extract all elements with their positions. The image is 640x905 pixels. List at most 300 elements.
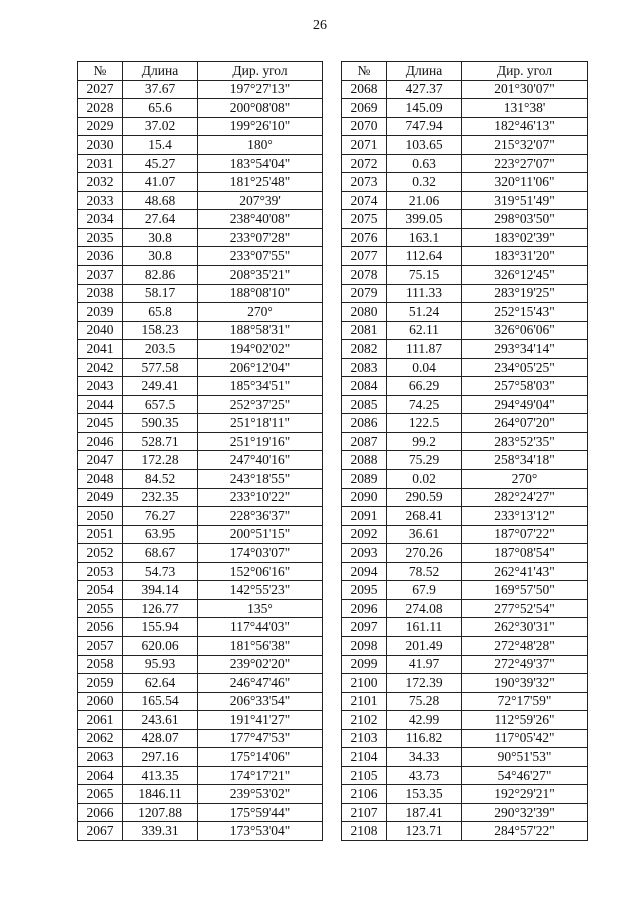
cell-number: 2052 — [78, 544, 123, 563]
cell-length: 290.59 — [387, 488, 462, 507]
table-row — [78, 451, 323, 470]
cell-length: 590.35 — [123, 414, 198, 433]
cell-number: 2030 — [78, 136, 123, 155]
cell-angle: 270° — [198, 303, 323, 322]
cell-angle: 298°03'50" — [462, 210, 588, 229]
cell-angle: 190°39'32" — [462, 674, 588, 693]
cell-number: 2100 — [342, 674, 387, 693]
cell-angle: 175°59'44" — [198, 803, 323, 822]
cell-angle: 251°18'11" — [198, 414, 323, 433]
cell-number: 2066 — [78, 803, 123, 822]
cell-number: 2106 — [342, 785, 387, 804]
cell-number: 2074 — [342, 191, 387, 210]
cell-angle: 188°08'10" — [198, 284, 323, 303]
cell-number: 2059 — [78, 674, 123, 693]
table-row — [78, 154, 323, 173]
cell-angle: 270° — [462, 470, 588, 489]
table-row — [78, 544, 323, 563]
cell-length: 203.5 — [123, 340, 198, 359]
cell-number: 2051 — [78, 525, 123, 544]
table-row — [342, 228, 588, 247]
header-number: № — [342, 62, 387, 81]
cell-number: 2092 — [342, 525, 387, 544]
cell-number: 2097 — [342, 618, 387, 637]
table-row — [78, 766, 323, 785]
cell-length: 75.29 — [387, 451, 462, 470]
cell-angle: 284°57'22" — [462, 822, 588, 841]
cell-length: 34.33 — [387, 748, 462, 767]
cell-length: 0.02 — [387, 470, 462, 489]
header-angle: Дир. угол — [462, 62, 588, 81]
cell-length: 37.67 — [123, 80, 198, 99]
table-row — [342, 377, 588, 396]
table-row — [342, 655, 588, 674]
cell-length: 172.39 — [387, 674, 462, 693]
cell-angle: 283°19'25" — [462, 284, 588, 303]
cell-length: 0.04 — [387, 358, 462, 377]
table-row — [78, 711, 323, 730]
cell-angle: 192°29'21" — [462, 785, 588, 804]
cell-angle: 117°44'03" — [198, 618, 323, 637]
table-row — [78, 99, 323, 118]
cell-number: 2083 — [342, 358, 387, 377]
cell-length: 74.25 — [387, 395, 462, 414]
cell-angle: 272°48'28" — [462, 636, 588, 655]
cell-number: 2031 — [78, 154, 123, 173]
table-row — [342, 321, 588, 340]
cell-angle: 177°47'53" — [198, 729, 323, 748]
cell-length: 413.35 — [123, 766, 198, 785]
cell-number: 2070 — [342, 117, 387, 136]
cell-length: 65.6 — [123, 99, 198, 118]
cell-number: 2088 — [342, 451, 387, 470]
coordinates-table-left — [77, 61, 323, 841]
cell-number: 2037 — [78, 266, 123, 285]
table-row — [342, 785, 588, 804]
cell-number: 2061 — [78, 711, 123, 730]
table-row — [342, 395, 588, 414]
cell-length: 68.67 — [123, 544, 198, 563]
cell-number: 2056 — [78, 618, 123, 637]
cell-angle: 188°58'31" — [198, 321, 323, 340]
table-row — [78, 266, 323, 285]
table-row — [342, 692, 588, 711]
cell-length: 58.17 — [123, 284, 198, 303]
table-row — [342, 173, 588, 192]
cell-length: 187.41 — [387, 803, 462, 822]
cell-length: 116.82 — [387, 729, 462, 748]
cell-number: 2054 — [78, 581, 123, 600]
cell-angle: 206°33'54" — [198, 692, 323, 711]
cell-angle: 283°52'35" — [462, 432, 588, 451]
cell-length: 1207.88 — [123, 803, 198, 822]
cell-angle: 194°02'02" — [198, 340, 323, 359]
cell-length: 65.8 — [123, 303, 198, 322]
cell-length: 103.65 — [387, 136, 462, 155]
cell-angle: 215°32'07" — [462, 136, 588, 155]
cell-number: 2081 — [342, 321, 387, 340]
cell-number: 2067 — [78, 822, 123, 841]
cell-length: 577.58 — [123, 358, 198, 377]
cell-angle: 135° — [198, 599, 323, 618]
cell-number: 2069 — [342, 99, 387, 118]
cell-number: 2096 — [342, 599, 387, 618]
cell-length: 84.52 — [123, 470, 198, 489]
cell-angle: 320°11'06" — [462, 173, 588, 192]
table-row — [78, 636, 323, 655]
cell-number: 2048 — [78, 470, 123, 489]
cell-length: 0.63 — [387, 154, 462, 173]
cell-number: 2036 — [78, 247, 123, 266]
cell-angle: 187°08'54" — [462, 544, 588, 563]
cell-number: 2075 — [342, 210, 387, 229]
cell-length: 428.07 — [123, 729, 198, 748]
cell-number: 2043 — [78, 377, 123, 396]
table-row — [78, 599, 323, 618]
table-row — [78, 414, 323, 433]
header-number: № — [78, 62, 123, 81]
cell-length: 123.71 — [387, 822, 462, 841]
table-row — [342, 599, 588, 618]
cell-length: 54.73 — [123, 562, 198, 581]
cell-angle: 174°17'21" — [198, 766, 323, 785]
table-row — [342, 358, 588, 377]
cell-length: 75.15 — [387, 266, 462, 285]
table-row — [78, 525, 323, 544]
cell-number: 2103 — [342, 729, 387, 748]
table-row — [342, 636, 588, 655]
table-row — [78, 340, 323, 359]
cell-length: 297.16 — [123, 748, 198, 767]
cell-number: 2087 — [342, 432, 387, 451]
table-row — [342, 711, 588, 730]
cell-number: 2102 — [342, 711, 387, 730]
cell-number: 2058 — [78, 655, 123, 674]
table-row — [342, 154, 588, 173]
table-row — [78, 247, 323, 266]
cell-length: 75.28 — [387, 692, 462, 711]
page-number: 26 — [313, 18, 327, 33]
cell-number: 2053 — [78, 562, 123, 581]
cell-length: 30.8 — [123, 228, 198, 247]
table-row — [342, 525, 588, 544]
table-row — [78, 358, 323, 377]
cell-length: 66.29 — [387, 377, 462, 396]
table-row — [78, 303, 323, 322]
table-row — [78, 562, 323, 581]
cell-length: 21.06 — [387, 191, 462, 210]
table-row — [342, 822, 588, 841]
cell-number: 2049 — [78, 488, 123, 507]
cell-length: 78.52 — [387, 562, 462, 581]
cell-number: 2093 — [342, 544, 387, 563]
cell-angle: 175°14'06" — [198, 748, 323, 767]
cell-length: 747.94 — [387, 117, 462, 136]
cell-angle: 258°34'18" — [462, 451, 588, 470]
table-row — [342, 303, 588, 322]
coordinates-table-right — [341, 61, 588, 841]
table-row — [78, 432, 323, 451]
cell-angle: 326°06'06" — [462, 321, 588, 340]
cell-number: 2050 — [78, 507, 123, 526]
cell-angle: 191°41'27" — [198, 711, 323, 730]
cell-length: 67.9 — [387, 581, 462, 600]
cell-number: 2047 — [78, 451, 123, 470]
cell-angle: 183°02'39" — [462, 228, 588, 247]
cell-number: 2038 — [78, 284, 123, 303]
cell-length: 620.06 — [123, 636, 198, 655]
cell-angle: 239°02'20" — [198, 655, 323, 674]
cell-angle: 233°10'22" — [198, 488, 323, 507]
table-row — [78, 803, 323, 822]
cell-angle: 181°56'38" — [198, 636, 323, 655]
table-row — [342, 451, 588, 470]
cell-angle: 54°46'27" — [462, 766, 588, 785]
table-row — [342, 581, 588, 600]
cell-number: 2089 — [342, 470, 387, 489]
cell-angle: 282°24'27" — [462, 488, 588, 507]
cell-number: 2108 — [342, 822, 387, 841]
cell-number: 2104 — [342, 748, 387, 767]
cell-length: 201.49 — [387, 636, 462, 655]
cell-length: 1846.11 — [123, 785, 198, 804]
cell-angle: 246°47'46" — [198, 674, 323, 693]
cell-length: 36.61 — [387, 525, 462, 544]
cell-number: 2028 — [78, 99, 123, 118]
cell-angle: 290°32'39" — [462, 803, 588, 822]
cell-angle: 112°59'26" — [462, 711, 588, 730]
header-length: Длина — [387, 62, 462, 81]
cell-length: 37.02 — [123, 117, 198, 136]
table-row — [78, 785, 323, 804]
table-row — [78, 674, 323, 693]
table-row — [342, 766, 588, 785]
table-row — [342, 729, 588, 748]
cell-angle: 262°41'43" — [462, 562, 588, 581]
table-row — [342, 136, 588, 155]
table-row — [342, 99, 588, 118]
cell-length: 41.07 — [123, 173, 198, 192]
cell-angle: 247°40'16" — [198, 451, 323, 470]
cell-number: 2107 — [342, 803, 387, 822]
table-row — [78, 822, 323, 841]
cell-angle: 142°55'23" — [198, 581, 323, 600]
table-row — [78, 729, 323, 748]
cell-length: 82.86 — [123, 266, 198, 285]
cell-angle: 200°08'08" — [198, 99, 323, 118]
cell-length: 95.93 — [123, 655, 198, 674]
cell-angle: 272°49'37" — [462, 655, 588, 674]
cell-number: 2084 — [342, 377, 387, 396]
cell-length: 41.97 — [387, 655, 462, 674]
table-row — [342, 284, 588, 303]
cell-angle: 277°52'54" — [462, 599, 588, 618]
table-row — [342, 618, 588, 637]
table-row — [78, 618, 323, 637]
cell-angle: 117°05'42" — [462, 729, 588, 748]
cell-angle: 293°34'14" — [462, 340, 588, 359]
cell-angle: 131°38' — [462, 99, 588, 118]
cell-angle: 183°54'04" — [198, 154, 323, 173]
cell-number: 2057 — [78, 636, 123, 655]
table-row — [342, 247, 588, 266]
table-row — [342, 191, 588, 210]
cell-length: 270.26 — [387, 544, 462, 563]
table-row — [78, 470, 323, 489]
cell-number: 2073 — [342, 173, 387, 192]
cell-length: 528.71 — [123, 432, 198, 451]
cell-angle: 233°07'28" — [198, 228, 323, 247]
cell-number: 2046 — [78, 432, 123, 451]
cell-number: 2032 — [78, 173, 123, 192]
table-header-row — [78, 62, 323, 81]
cell-length: 163.1 — [387, 228, 462, 247]
cell-angle: 173°53'04" — [198, 822, 323, 841]
cell-length: 62.64 — [123, 674, 198, 693]
cell-length: 249.41 — [123, 377, 198, 396]
cell-number: 2086 — [342, 414, 387, 433]
cell-number: 2091 — [342, 507, 387, 526]
cell-angle: 326°12'45" — [462, 266, 588, 285]
cell-number: 2076 — [342, 228, 387, 247]
cell-length: 126.77 — [123, 599, 198, 618]
cell-number: 2042 — [78, 358, 123, 377]
cell-number: 2062 — [78, 729, 123, 748]
cell-angle: 239°53'02" — [198, 785, 323, 804]
cell-angle: 243°18'55" — [198, 470, 323, 489]
cell-length: 145.09 — [387, 99, 462, 118]
cell-length: 122.5 — [387, 414, 462, 433]
cell-length: 268.41 — [387, 507, 462, 526]
cell-angle: 294°49'04" — [462, 395, 588, 414]
cell-length: 243.61 — [123, 711, 198, 730]
cell-number: 2080 — [342, 303, 387, 322]
table-row — [342, 340, 588, 359]
cell-length: 111.87 — [387, 340, 462, 359]
cell-angle: 169°57'50" — [462, 581, 588, 600]
table-row — [78, 692, 323, 711]
cell-length: 63.95 — [123, 525, 198, 544]
cell-number: 2064 — [78, 766, 123, 785]
cell-length: 42.99 — [387, 711, 462, 730]
cell-number: 2078 — [342, 266, 387, 285]
table-row — [342, 507, 588, 526]
table-row — [78, 228, 323, 247]
cell-length: 339.31 — [123, 822, 198, 841]
cell-length: 48.68 — [123, 191, 198, 210]
cell-length: 76.27 — [123, 507, 198, 526]
cell-length: 657.5 — [123, 395, 198, 414]
cell-angle: 200°51'15" — [198, 525, 323, 544]
cell-number: 2068 — [342, 80, 387, 99]
cell-length: 394.14 — [123, 581, 198, 600]
cell-length: 27.64 — [123, 210, 198, 229]
cell-length: 427.37 — [387, 80, 462, 99]
cell-angle: 199°26'10" — [198, 117, 323, 136]
table-row — [78, 395, 323, 414]
cell-length: 158.23 — [123, 321, 198, 340]
cell-number: 2077 — [342, 247, 387, 266]
cell-angle: 181°25'48" — [198, 173, 323, 192]
table-row — [78, 80, 323, 99]
table-row — [342, 748, 588, 767]
cell-angle: 180° — [198, 136, 323, 155]
cell-angle: 262°30'31" — [462, 618, 588, 637]
cell-number: 2094 — [342, 562, 387, 581]
cell-angle: 182°46'13" — [462, 117, 588, 136]
cell-angle: 72°17'59" — [462, 692, 588, 711]
cell-number: 2027 — [78, 80, 123, 99]
cell-length: 30.8 — [123, 247, 198, 266]
table-row — [78, 321, 323, 340]
cell-length: 62.11 — [387, 321, 462, 340]
cell-length: 112.64 — [387, 247, 462, 266]
cell-angle: 319°51'49" — [462, 191, 588, 210]
table-row — [78, 507, 323, 526]
cell-number: 2072 — [342, 154, 387, 173]
cell-angle: 208°35'21" — [198, 266, 323, 285]
table-row — [78, 655, 323, 674]
table-row — [78, 748, 323, 767]
cell-number: 2085 — [342, 395, 387, 414]
cell-number: 2029 — [78, 117, 123, 136]
cell-number: 2099 — [342, 655, 387, 674]
table-row — [78, 173, 323, 192]
table-row — [78, 488, 323, 507]
cell-angle: 264°07'20" — [462, 414, 588, 433]
table-row — [342, 117, 588, 136]
cell-angle: 174°03'07" — [198, 544, 323, 563]
cell-length: 153.35 — [387, 785, 462, 804]
cell-angle: 206°12'04" — [198, 358, 323, 377]
cell-number: 2039 — [78, 303, 123, 322]
table-row — [342, 210, 588, 229]
cell-angle: 238°40'08" — [198, 210, 323, 229]
table-row — [342, 803, 588, 822]
cell-number: 2105 — [342, 766, 387, 785]
table-row — [78, 117, 323, 136]
cell-number: 2098 — [342, 636, 387, 655]
cell-number: 2090 — [342, 488, 387, 507]
cell-number: 2041 — [78, 340, 123, 359]
cell-angle: 187°07'22" — [462, 525, 588, 544]
table-row — [78, 136, 323, 155]
cell-number: 2035 — [78, 228, 123, 247]
header-angle: Дир. угол — [198, 62, 323, 81]
cell-length: 161.11 — [387, 618, 462, 637]
cell-angle: 233°13'12" — [462, 507, 588, 526]
table-header-row — [342, 62, 588, 81]
cell-length: 43.73 — [387, 766, 462, 785]
table-row — [342, 432, 588, 451]
cell-angle: 252°37'25" — [198, 395, 323, 414]
cell-angle: 234°05'25" — [462, 358, 588, 377]
cell-length: 45.27 — [123, 154, 198, 173]
cell-number: 2065 — [78, 785, 123, 804]
cell-length: 172.28 — [123, 451, 198, 470]
table-row — [78, 581, 323, 600]
cell-number: 2055 — [78, 599, 123, 618]
cell-number: 2082 — [342, 340, 387, 359]
cell-angle: 197°27'13" — [198, 80, 323, 99]
cell-number: 2063 — [78, 748, 123, 767]
table-row — [342, 488, 588, 507]
cell-angle: 201°30'07" — [462, 80, 588, 99]
cell-angle: 252°15'43" — [462, 303, 588, 322]
cell-length: 232.35 — [123, 488, 198, 507]
cell-length: 165.54 — [123, 692, 198, 711]
cell-number: 2044 — [78, 395, 123, 414]
